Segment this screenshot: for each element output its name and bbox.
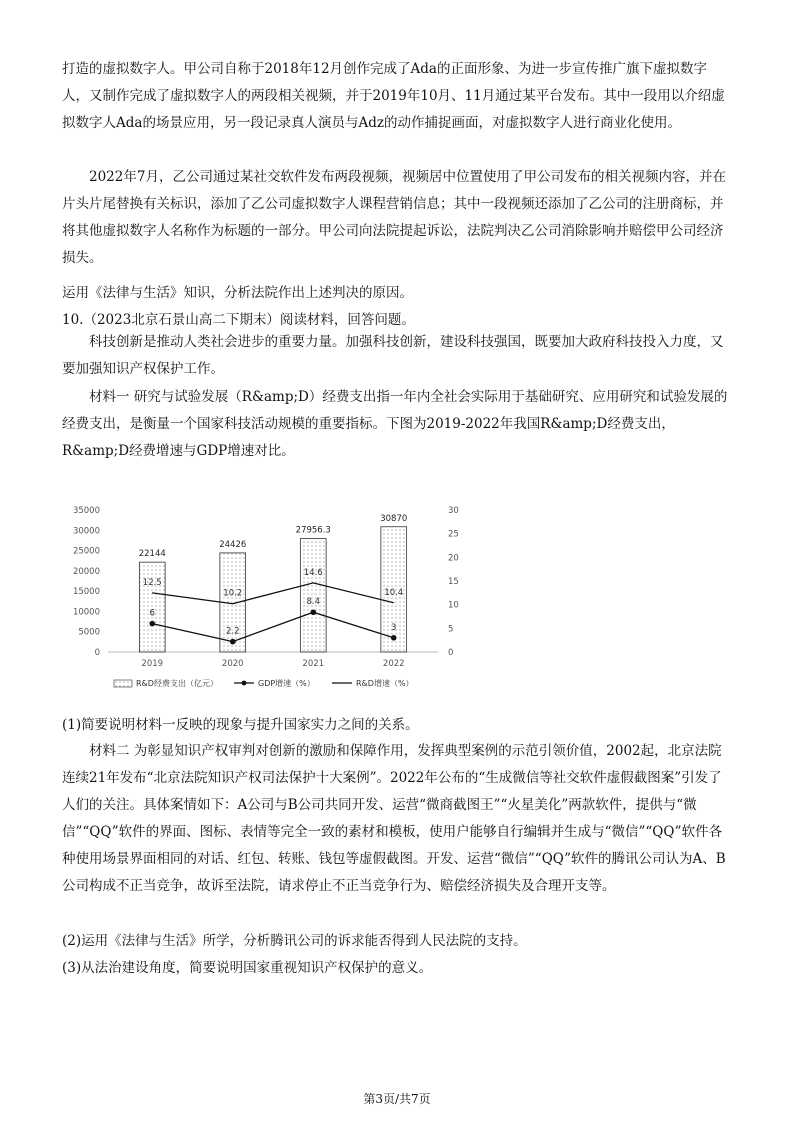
x-tick-label: 2020 [221, 659, 244, 669]
material-2: 材料二 为彰显知识产权审判对创新的激励和保障作用，发挥典型案例的示范引领价值，2002起，北京法院连续21年发布“北京法院知识产权司法保护十大案例”。2022年公布的“生成微信等社交软件虚假截图案”引发了人们的关注。具体案情如下：A公司与B公司共同开发、运营“微商截图王”“火星美化”两款软件，提供与“微信”“QQ”软件的界面、图标、表情等完全一致的素材和模板，使用户能够自行编辑并生成与“微信”“QQ”软件各种使用场景界面相同的对话、红包、转账、钱包等虚假截图。开发、运营“微信”“QQ”软件的腾讯公司认为A、B公司构成不正当竞争，故诉至法院，请求停止不正当竞争行为、赔偿经济损失及合理开支等。 [62, 743, 726, 894]
y-tick-label: 20000 [72, 566, 100, 577]
y2-tick-label: 5 [448, 624, 454, 635]
line-data-label: 2.2 [225, 626, 240, 637]
y-tick-label: 10000 [72, 607, 100, 618]
paragraph-case: 2022年7月，乙公司通过某社交软件发布两段视频，视频居中位置使用了甲公司发布的相关视频内容，并在片头片尾替换有关标识，添加了乙公司虚拟数字人课程营销信息；其中一段视频还添加了乙公司的注册商标，并将其他虚拟数字人名称作为标题的一部分。甲公司向法院提起诉讼，法院判决乙公司消除影响并赔偿甲公司经济损失。 [62, 169, 726, 266]
series-point [149, 621, 155, 627]
bar-data-label: 24426 [219, 539, 247, 550]
y2-tick-label: 15 [448, 577, 459, 587]
x-axis [141, 659, 404, 669]
x-tick-label: 2019 [141, 659, 164, 669]
legend-swatch-bar [114, 680, 132, 687]
y2-tick-label: 0 [448, 648, 454, 658]
y2-tick-label: 30 [448, 506, 459, 516]
bar-data-label: 22144 [138, 549, 166, 560]
y2-tick-label: 20 [448, 553, 459, 564]
line-data-label: 10.2 [223, 588, 243, 599]
legend [114, 678, 414, 688]
series-line [152, 612, 397, 641]
question-1: (1)简要说明材料一反映的现象与提升国家实力之间的关系。 [62, 717, 419, 733]
question-analysis: 运用《法律与生活》知识，分析法院作出上述判决的原因。 [62, 285, 413, 301]
legend-label: R&D增速（%） [356, 679, 414, 688]
line-data-label: 8.4 [306, 597, 321, 608]
line-series [143, 568, 403, 644]
y-tick-label: 30000 [72, 526, 100, 537]
material-1: 材料一 研究与试验发展（R&amp;D）经费支出指一年内全社会实际用于基础研究、应用研究和试验发展的经费支出，是衡量一个国家科技活动规模的重要指标。下图为2019-2022年我国R&amp;D经费支出，R&amp;D经费增速与GDP增速对比。 [62, 389, 728, 459]
y-tick-label: 5000 [78, 627, 100, 638]
x-tick-label: 2022 [382, 659, 405, 669]
y2-tick-label: 25 [448, 529, 459, 540]
series-line [152, 583, 394, 604]
y2-tick-label: 10 [448, 600, 459, 611]
line-data-label: 14.6 [303, 567, 323, 578]
line-data-label: 12.5 [142, 577, 162, 588]
series-point [230, 639, 236, 645]
paragraph-intro: 打造的虚拟数字人。甲公司自称于2018年12月创作完成了Ada的正面形象、为进一步宣传推广旗下虚拟数字人，又制作完成了虚拟数字人的两段相关视频，并于2019年10月、11月通过某平台发布。其中一段用以介绍虚拟数字人Ada的场景应用，另一段记录真人演员与Adz的动作捕捉画面，对虚拟数字人进行商业化使用。 [62, 61, 725, 131]
legend-label: R&D经费支出（亿元） [136, 679, 218, 688]
question-2: (2)运用《法律与生活》所学，分析腾讯公司的诉求能否得到人民法院的支持。 [62, 933, 527, 949]
series-point [310, 609, 316, 615]
line-data-label: 10.4 [384, 587, 404, 598]
line-data-label: 6 [149, 608, 155, 619]
y-tick-label: 15000 [72, 587, 100, 598]
series-point [391, 635, 397, 641]
question-3: (3)从法治建设角度，简要说明国家重视知识产权保护的意义。 [62, 960, 433, 976]
y-tick-label: 25000 [72, 546, 100, 557]
y-tick-label: 35000 [72, 506, 100, 516]
line-data-label: 3 [391, 622, 397, 633]
legend-swatch-marker [242, 681, 247, 686]
bar-series [139, 514, 408, 652]
y-tick-label: 0 [94, 648, 100, 658]
paragraph-innovation: 科技创新是推动人类社会进步的重要力量。加强科技创新，建设科技强国，既要加大政府科技投入力度，又要加强知识产权保护工作。 [62, 334, 724, 377]
bar [139, 562, 165, 652]
x-tick-label: 2021 [302, 659, 325, 669]
page-footer: 第3页/共7页 [363, 1092, 431, 1106]
y-axis-right [448, 506, 459, 658]
question-number-10: 10.（2023北京石景山高二下期末）阅读材料，回答问题。 [62, 312, 415, 328]
bar-data-label: 27956.3 [295, 525, 331, 536]
bar-data-label: 30870 [380, 513, 408, 524]
legend-label: GDP增速（%） [258, 679, 315, 688]
rd-chart [62, 496, 482, 696]
bar [300, 539, 326, 652]
